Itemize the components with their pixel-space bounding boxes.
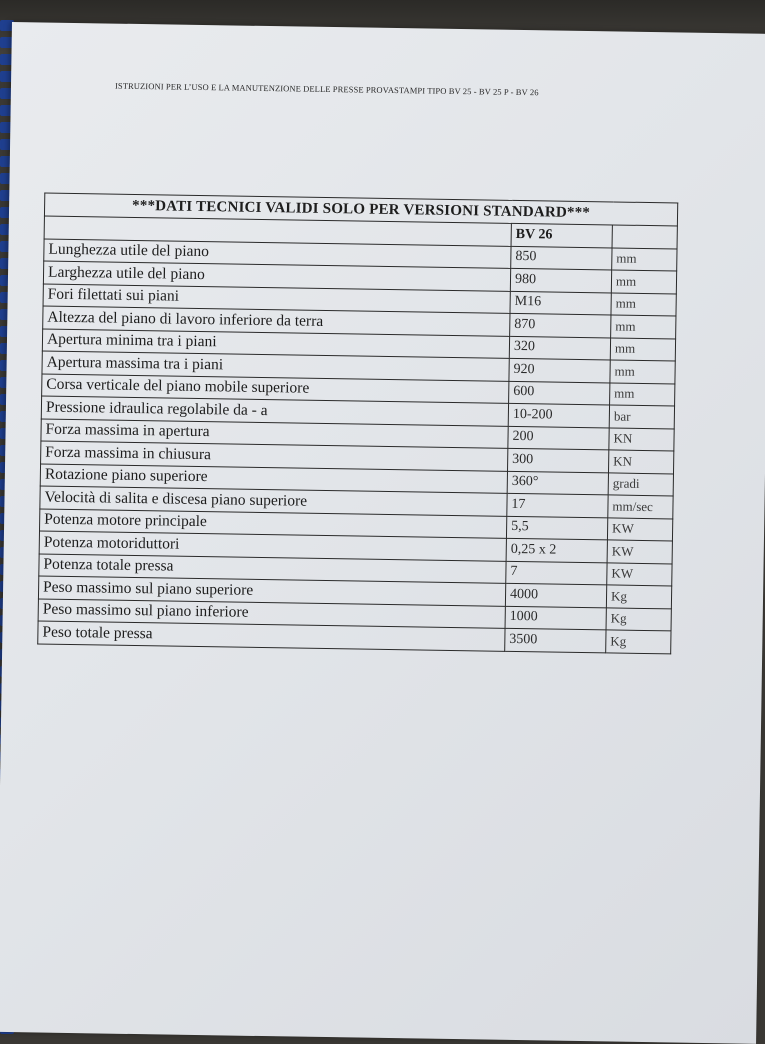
row-value: M16 bbox=[510, 291, 611, 315]
show-through-text bbox=[105, 133, 405, 150]
row-unit: mm bbox=[610, 360, 675, 384]
row-label: Corsa verticale del piano mobile superiore bbox=[42, 374, 509, 404]
row-value: 870 bbox=[510, 313, 611, 337]
page-header: ISTRUZIONI PER L’USO E LA MANUTENZIONE DELLE PRESSE PROVASTAMPI TIPO BV 25 - BV 25 P - BV 26 bbox=[114, 80, 539, 98]
model-column-header: BV 26 bbox=[511, 223, 612, 247]
row-value: 920 bbox=[509, 358, 610, 382]
row-label: Potenza totale pressa bbox=[39, 553, 506, 583]
row-label: Larghezza utile del piano bbox=[43, 261, 510, 291]
row-unit: KW bbox=[607, 517, 672, 541]
row-label: Fori filettati sui piani bbox=[43, 284, 510, 314]
row-unit: Kg bbox=[606, 607, 671, 631]
row-unit: mm/sec bbox=[608, 495, 673, 519]
row-unit: mm bbox=[611, 292, 676, 316]
row-label: Pressione idraulica regolabile da - a bbox=[41, 396, 508, 426]
document-page bbox=[0, 22, 765, 1044]
row-value: 300 bbox=[508, 448, 609, 472]
row-unit: KW bbox=[607, 540, 672, 564]
row-unit: bar bbox=[609, 405, 674, 429]
row-value: 850 bbox=[511, 246, 612, 270]
row-unit: KN bbox=[609, 427, 674, 451]
row-value: 5,5 bbox=[506, 516, 607, 540]
row-value: 980 bbox=[510, 268, 611, 292]
row-unit: Kg bbox=[606, 585, 671, 609]
row-unit: mm bbox=[612, 247, 677, 271]
row-label: Potenza motore principale bbox=[40, 508, 507, 538]
row-unit: Kg bbox=[606, 630, 671, 654]
row-value: 4000 bbox=[505, 583, 606, 607]
row-label: Lunghezza utile del piano bbox=[44, 239, 511, 269]
row-value: 3500 bbox=[505, 628, 606, 652]
row-label: Forza massima in chiusura bbox=[41, 441, 508, 471]
row-value: 360° bbox=[507, 471, 608, 495]
row-value: 10-200 bbox=[508, 403, 609, 427]
technical-data-table bbox=[37, 193, 678, 654]
row-unit: mm bbox=[611, 315, 676, 339]
row-label: Apertura minima tra i piani bbox=[42, 329, 509, 359]
row-value: 200 bbox=[508, 426, 609, 450]
row-label: Peso totale pressa bbox=[38, 621, 505, 651]
row-label: Potenza motoriduttori bbox=[39, 531, 506, 561]
row-label: Apertura massima tra i piani bbox=[42, 351, 509, 381]
row-unit: KN bbox=[608, 450, 673, 474]
row-value: 1000 bbox=[505, 606, 606, 630]
row-label: Rotazione piano superiore bbox=[40, 464, 507, 494]
row-value: 0,25 x 2 bbox=[506, 538, 607, 562]
row-unit: KW bbox=[607, 562, 672, 586]
row-value: 320 bbox=[509, 336, 610, 360]
row-label: Forza massima in apertura bbox=[41, 419, 508, 449]
row-label: Velocità di salita e discesa piano superiore bbox=[40, 486, 507, 516]
row-value: 7 bbox=[506, 561, 607, 585]
row-label: Peso massimo sul piano superiore bbox=[38, 576, 505, 606]
row-unit: mm bbox=[610, 382, 675, 406]
row-unit: mm bbox=[610, 337, 675, 361]
row-value: 17 bbox=[507, 493, 608, 517]
unit-column-header bbox=[612, 225, 677, 249]
row-unit: gradi bbox=[608, 472, 673, 496]
row-label: Altezza del piano di lavoro inferiore da terra bbox=[43, 306, 510, 336]
table-title: ***DATI TECNICI VALIDI SOLO PER VERSIONI STANDARD*** bbox=[44, 193, 677, 226]
row-value: 600 bbox=[509, 381, 610, 405]
row-unit: mm bbox=[611, 270, 676, 294]
row-label: Peso massimo sul piano inferiore bbox=[38, 598, 505, 628]
